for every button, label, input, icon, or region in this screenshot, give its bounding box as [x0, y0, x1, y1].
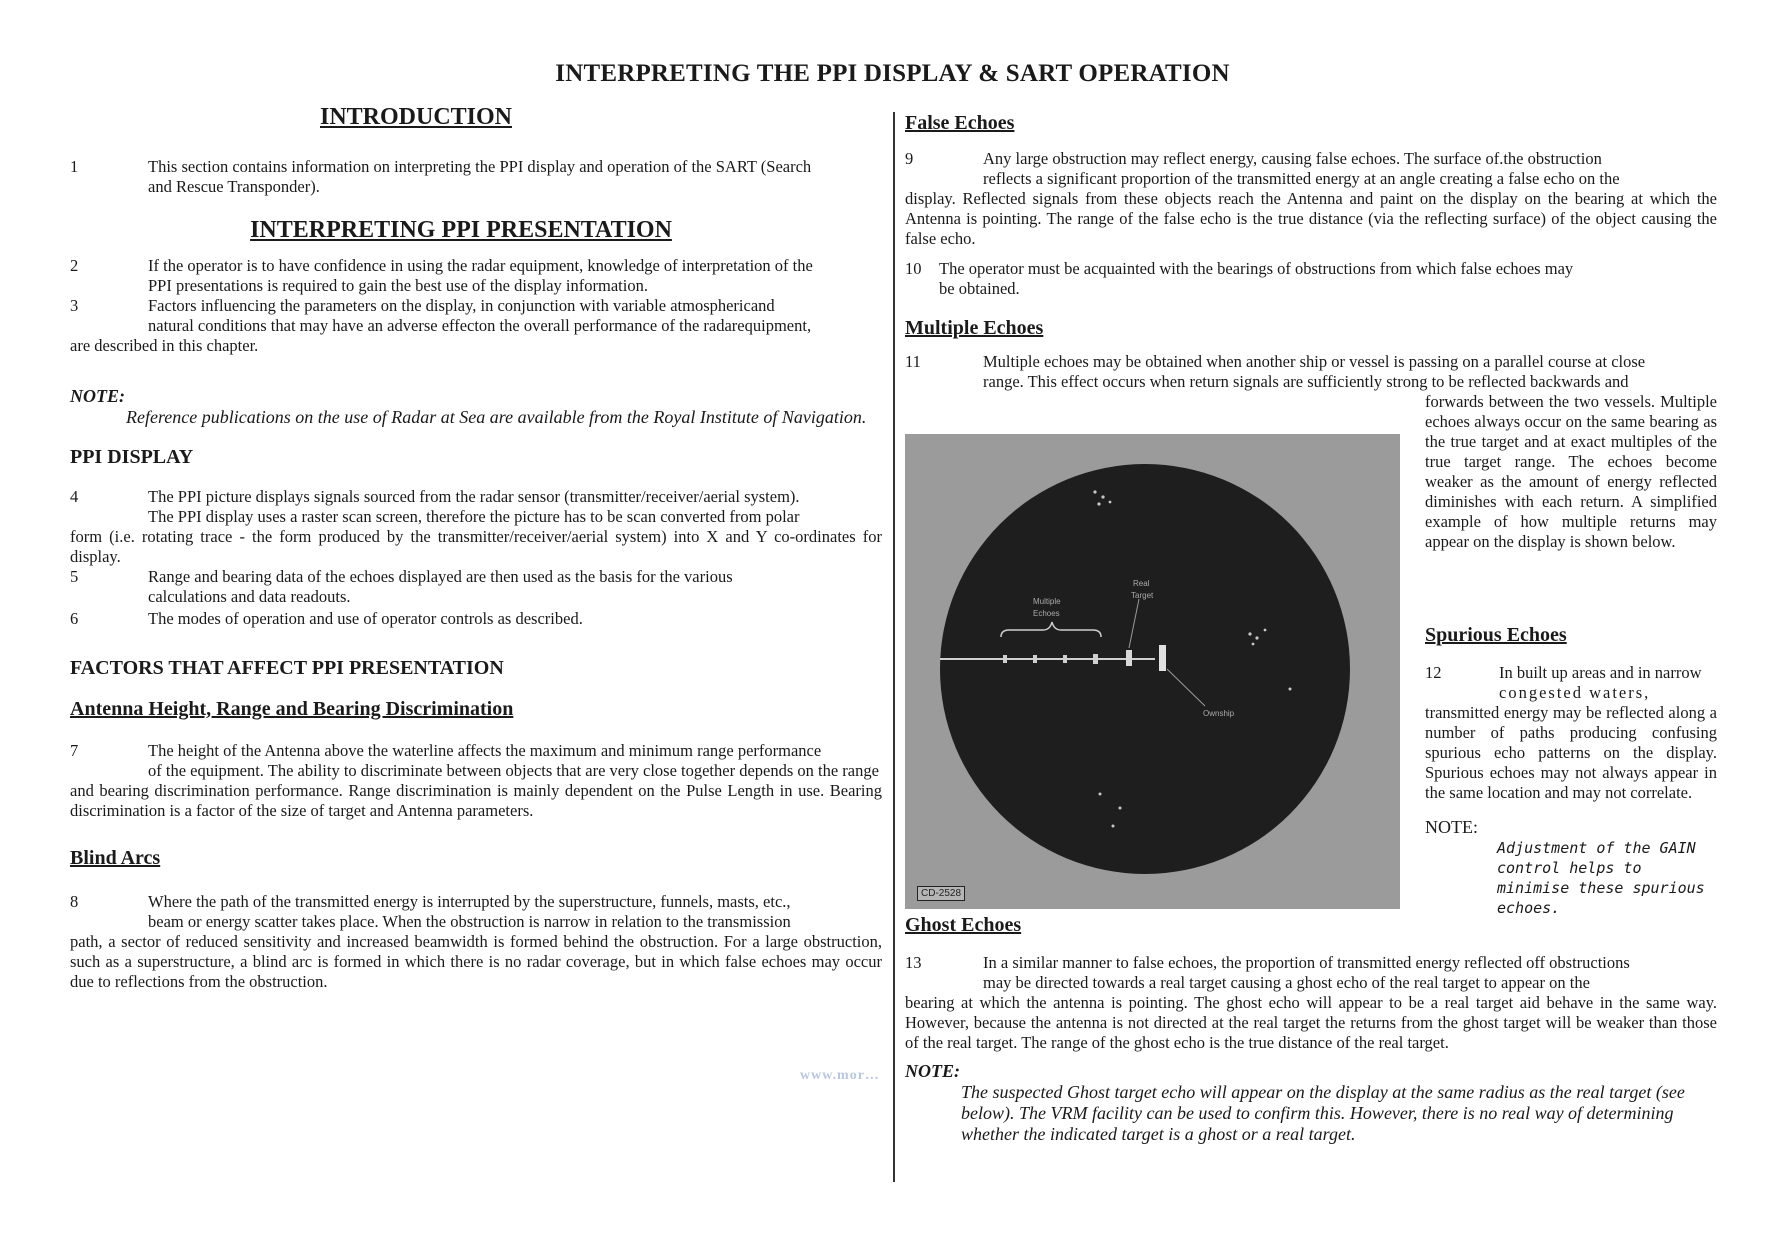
spurious-echoes-heading: Spurious Echoes [1425, 624, 1567, 646]
interpreting-ppi-heading: INTERPRETING PPI PRESENTATION [250, 217, 672, 243]
paragraph-text: In built up areas and in narrow [1499, 663, 1702, 682]
paragraph-number: 6 [70, 609, 79, 628]
paragraph-text: PPI presentations is required to gain the best use of the display information. [148, 276, 648, 295]
introduction-heading: INTRODUCTION [319, 104, 513, 130]
paragraph-text: and bearing discrimination performance. Range discrimination is mainly dependent on the Pulse Length in use. Bearing discrimination is a factor of the size of target and Antenna parameters. [70, 781, 882, 820]
paragraph-text: natural conditions that may have an adverse effecton the overall performance of the radarequipment, [148, 316, 812, 335]
paragraph-text: Where the path of the transmitted energy is interrupted by the superstructure, funnels, masts, etc., [148, 892, 791, 911]
paragraph-2 [70, 256, 882, 296]
paragraph-1 [70, 157, 882, 197]
factors-heading: FACTORS THAT AFFECT PPI PRESENTATION [70, 657, 504, 679]
multiple-echo [1093, 654, 1098, 664]
figure-label-multiple: Multiple [1033, 597, 1061, 606]
paragraph-4 [70, 487, 882, 567]
radar-screen-illustration [905, 434, 1400, 909]
paragraph-text: The height of the Antenna above the waterline affects the maximum and minimum range performance [148, 741, 822, 760]
paragraph-text: path, a sector of reduced sensitivity and increased beamwidth is formed behind the obstruction. For a large obstruction, such as a superstructure, a blind arc is formed in which there is no radar coverage, but in which false echoes may occur due to reflections from the obstruction. [70, 932, 882, 991]
note-text: Reference publications on the use of Radar at Sea are available from the Royal Institute of Navigation. [126, 407, 867, 427]
paragraph-number: 9 [905, 149, 914, 168]
paragraph-text: congested waters, [1499, 683, 1651, 702]
antenna-height-heading: Antenna Height, Range and Bearing Discrimination [70, 698, 514, 720]
radar-screen-circle [940, 464, 1350, 874]
paragraph-6 [70, 609, 882, 629]
multiple-echoes-heading: Multiple Echoes [905, 317, 1044, 339]
false-echoes-heading: False Echoes [905, 112, 1015, 134]
figure-label-ownship: Ownship [1203, 709, 1235, 718]
paragraph-text: of the equipment. The ability to discriminate between objects that are very close together depends on the range [148, 761, 879, 780]
ppi-display-heading: PPI DISPLAY [70, 446, 194, 468]
paragraph-text: range. This effect occurs when return signals are sufficiently strong to be reflected backwards and [983, 372, 1629, 391]
paragraph-text: If the operator is to have confidence in using the radar equipment, knowledge of interpretation of the [148, 256, 813, 275]
multiple-echo [1033, 655, 1037, 663]
note-label: NOTE: [70, 386, 125, 406]
paragraph-text: form (i.e. rotating trace - the form produced by the transmitter/receiver/aerial system) into X and Y co-ordinates for display. [70, 527, 882, 566]
watermark: www.mor… [800, 1068, 880, 1083]
paragraph-number: 7 [70, 741, 79, 760]
paragraph-text: The PPI picture displays signals sourced from the radar sensor (transmitter/receiver/aerial system). [148, 487, 800, 506]
paragraph-number: 5 [70, 567, 79, 586]
paragraph-11 [905, 352, 1717, 392]
paragraph-text: may be directed towards a real target causing a ghost echo of the real target to appear on the [983, 973, 1590, 992]
paragraph-number: 12 [1425, 663, 1442, 682]
paragraph-text: be obtained. [939, 279, 1020, 298]
paragraph-number: 10 [905, 259, 922, 278]
note-text: The suspected Ghost target echo will appear on the display at the same radius as the real target (see below). The VRM facility can be used to confirm this. However, there is no real way of determining whether the indicated target is a ghost or a real target. [961, 1082, 1685, 1144]
sidebar-text-block [1425, 454, 1717, 918]
figure-label-real: Real [1133, 579, 1150, 588]
note-label: NOTE: [905, 1061, 960, 1081]
paragraph-number: 4 [70, 487, 79, 506]
paragraph-3 [70, 296, 882, 356]
paragraph-text: reflects a significant proportion of the transmitted energy at an angle creating a false echo on the [983, 169, 1620, 188]
multiple-echo [1003, 655, 1007, 663]
note-label: NOTE: [1425, 817, 1478, 837]
paragraph-number: 2 [70, 256, 79, 275]
ppi-radar-figure [905, 434, 1400, 909]
paragraph-7 [70, 741, 882, 821]
paragraph-text: Factors influencing the parameters on the display, in conjunction with variable atmosphericand [148, 296, 775, 315]
paragraph-number: 8 [70, 892, 79, 911]
paragraph-13 [905, 953, 1717, 1053]
column-divider [893, 112, 895, 1182]
paragraph-number: 13 [905, 953, 922, 972]
multiple-echo [1063, 655, 1067, 663]
ghost-echoes-heading: Ghost Echoes [905, 914, 1022, 936]
figure-label-target: Target [1131, 591, 1154, 600]
paragraph-text: This section contains information on interpreting the PPI display and operation of the SART (Search [148, 157, 812, 176]
paragraph-text: transmitted energy may be reflected along a number of paths producing confusing spurious echo patterns on the display. Spurious echoes may not always appear in the same location and may not correlate. [1425, 703, 1717, 802]
paragraph-text: calculations and data readouts. [148, 587, 351, 606]
paragraph-text: are described in this chapter. [70, 336, 259, 355]
paragraph-text: Range and bearing data of the echoes displayed are then used as the basis for the various [148, 567, 733, 586]
paragraph-10 [905, 259, 1717, 299]
paragraph-8 [70, 892, 882, 992]
paragraph-9 [905, 149, 1717, 249]
paragraph-number: 3 [70, 296, 79, 315]
paragraph-text: display. Reflected signals from these objects reach the Antenna and paint on the display on the bearing at which the Antenna is pointing. The range of the false echo is the true distance (via the reflecting surface) of the object causing the false echo. [905, 189, 1717, 248]
paragraph-12 [1425, 663, 1717, 803]
note-text: Adjustment of the GAIN control helps to minimise these spurious echoes. [1497, 839, 1705, 917]
blind-arcs-heading: Blind Arcs [70, 847, 161, 869]
paragraph-text: In a similar manner to false echoes, the proportion of transmitted energy reflected off obstructions [983, 953, 1630, 972]
paragraph-text: beam or energy scatter takes place. When the obstruction is narrow in relation to the transmission [148, 912, 791, 931]
left-column [70, 104, 882, 992]
figure-caption: CD-2528 [917, 886, 965, 901]
paragraph-text: The operator must be acquainted with the bearings of obstructions from which false echoes may [939, 259, 1574, 278]
figure-label-echoes: Echoes [1033, 609, 1060, 618]
paragraph-number: 1 [70, 157, 79, 176]
paragraph-text: The modes of operation and use of operator controls as described. [148, 609, 583, 628]
ghost-echoes-section [905, 914, 1717, 1145]
paragraph-5 [70, 567, 882, 607]
paragraph-text: bearing at which the antenna is pointing. The ghost echo will appear to be a real target aid behave in the same way. However, because the antenna is not directed at the real target the returns from the ghost target will be weaker than those of the real target. The range of the ghost echo is the true distance of the real target. [905, 993, 1717, 1052]
real-target-echo [1126, 650, 1132, 666]
paragraph-text: The PPI display uses a raster scan screen, therefore the picture has to be scan converted from polar [148, 507, 800, 526]
page-title: INTERPRETING THE PPI DISPLAY & SART OPERATION [555, 60, 1230, 87]
paragraph-text: forwards between the two vessels. Multiple echoes always occur on the same bearing as the true target and at exact multiples of the true target range. The echoes become weaker as the amount of energy reflected diminishes with each return. A simplified example of how multiple returns may appear on the display is shown below. [1425, 392, 1717, 551]
paragraph-text: Multiple echoes may be obtained when another ship or vessel is passing on a parallel course at close [983, 352, 1646, 371]
paragraph-number: 11 [905, 352, 921, 371]
paragraph-text: Any large obstruction may reflect energy, causing false echoes. The surface of.the obstruction [983, 149, 1602, 168]
ownship-marker [1159, 645, 1166, 671]
right-column [905, 104, 1717, 1144]
paragraph-text: and Rescue Transponder). [148, 177, 320, 196]
